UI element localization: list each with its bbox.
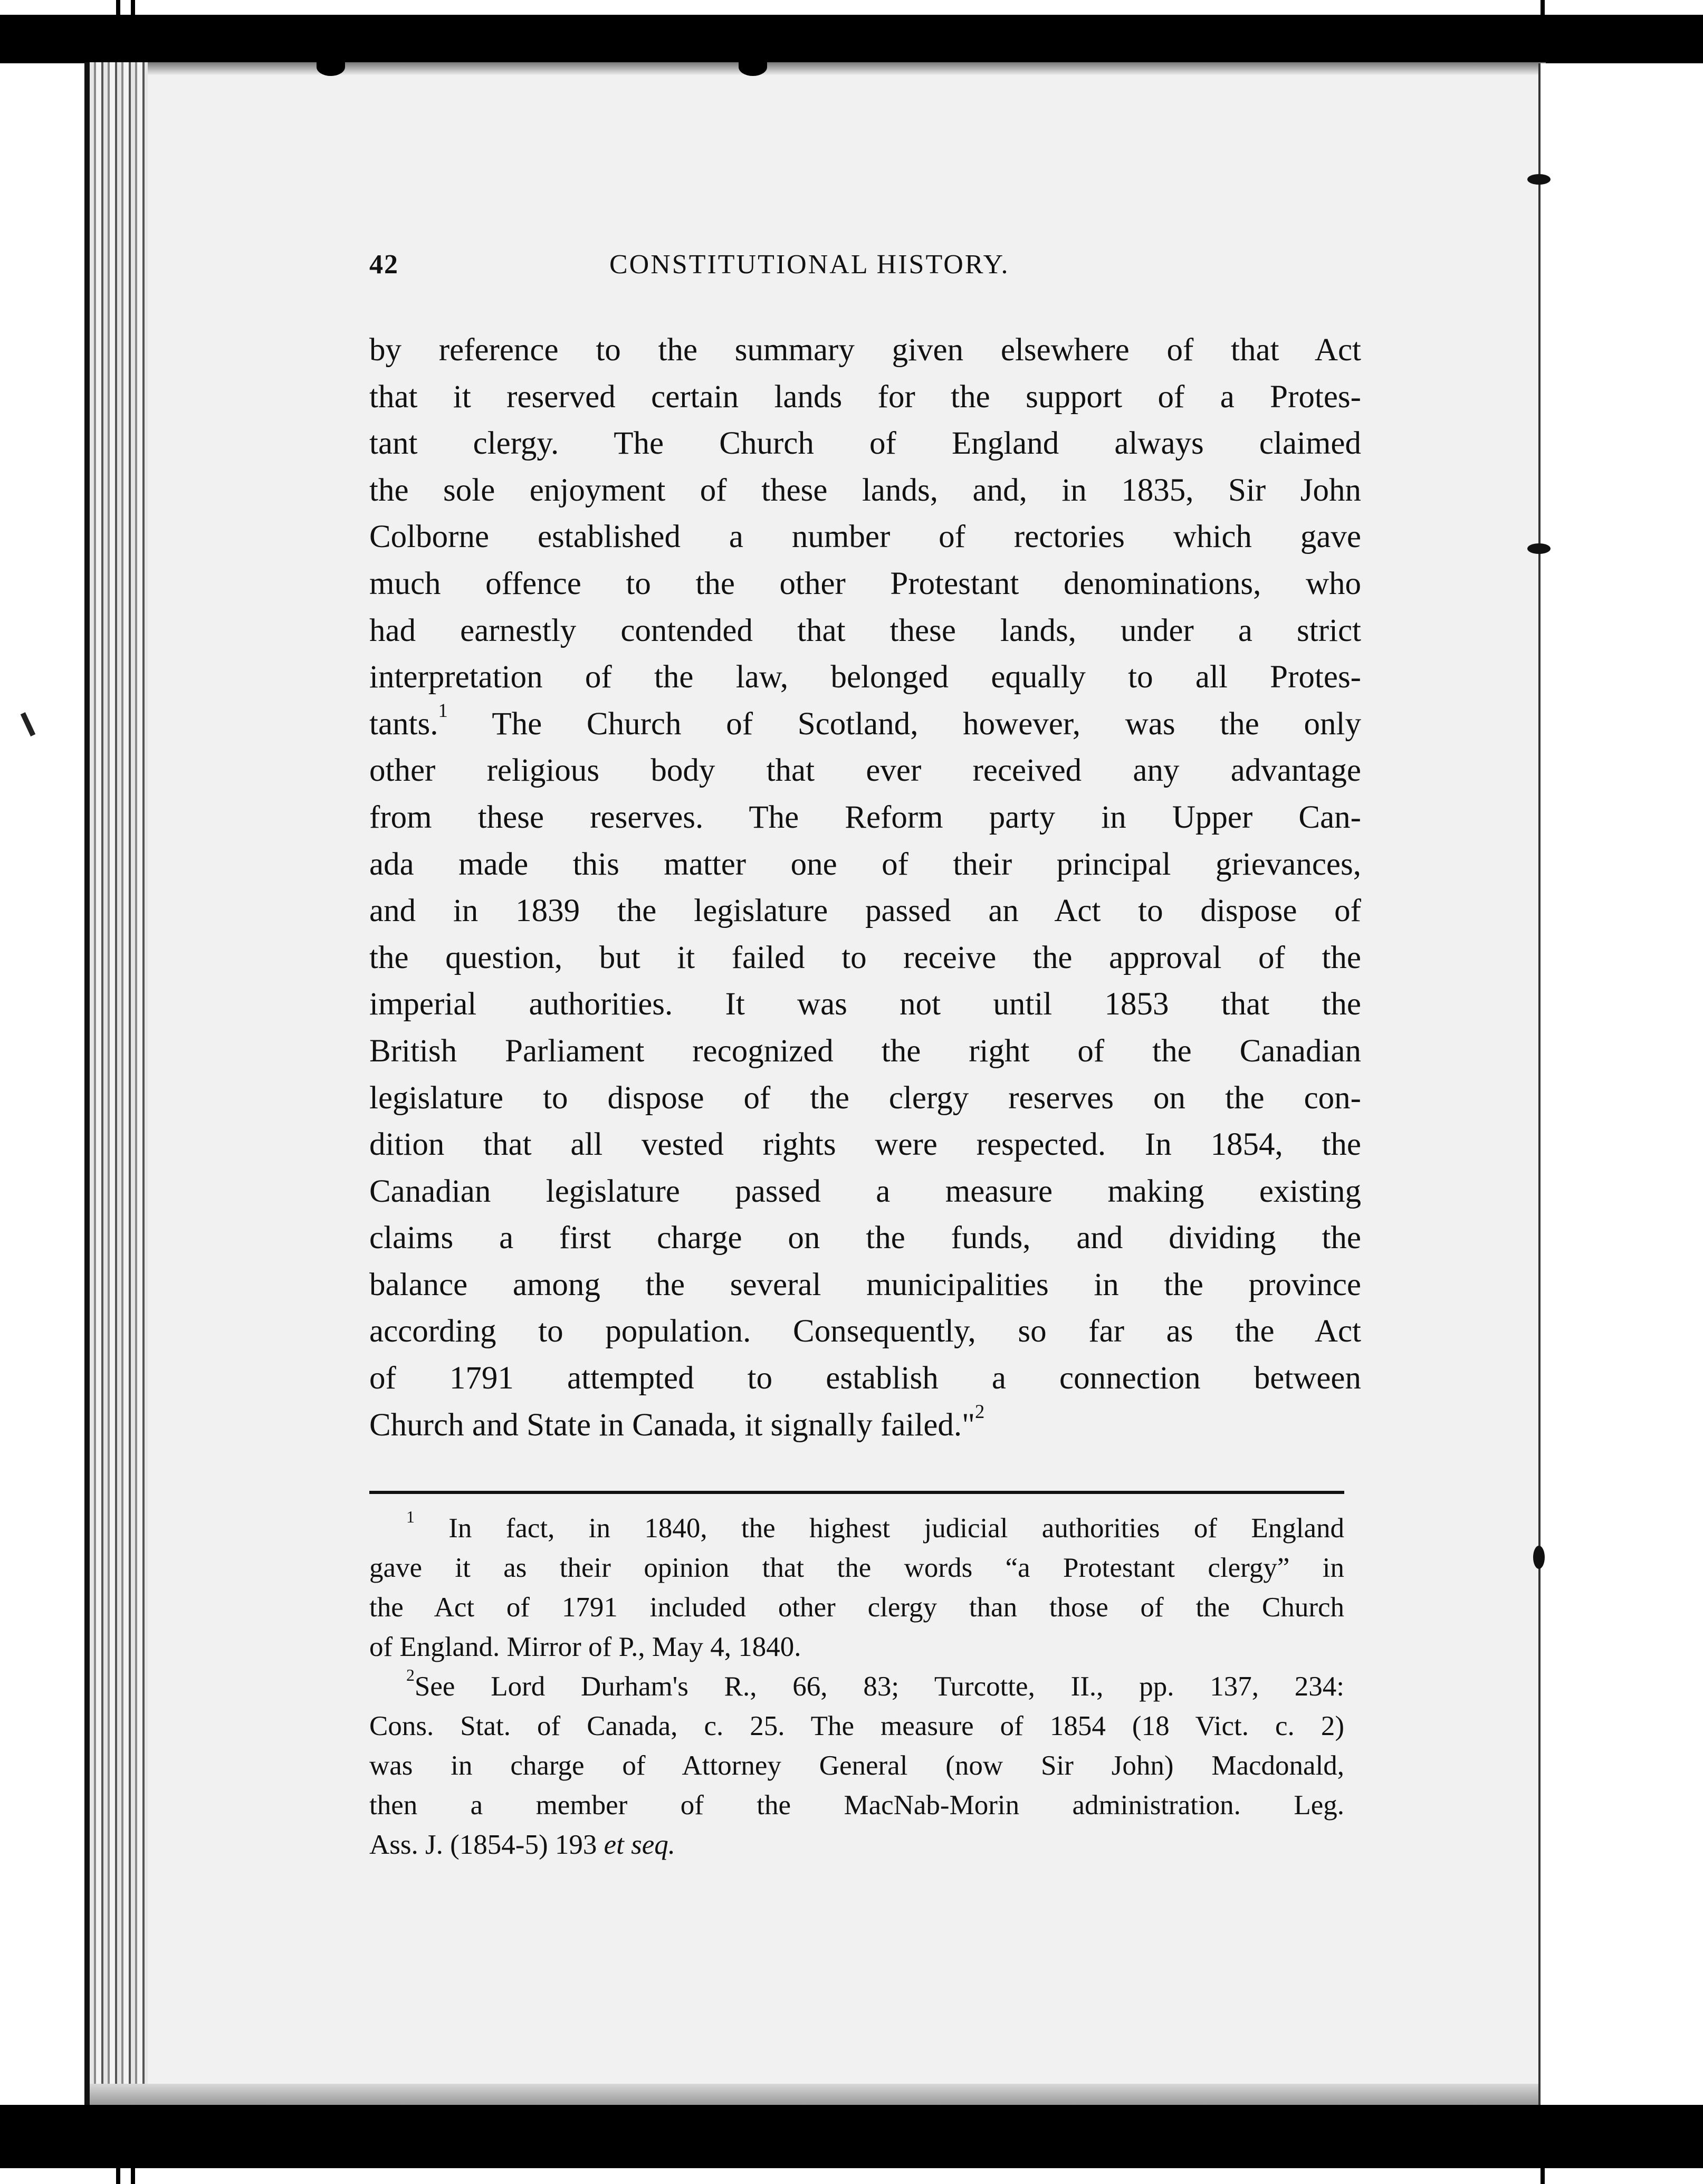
footnote-ref-1: 1	[438, 699, 448, 721]
gutter-rule	[1538, 63, 1541, 2105]
text-line: that it reserved certain lands for the support of a Protes-	[369, 379, 1361, 415]
page-edges	[90, 62, 148, 2105]
text-fragment: tants.	[369, 706, 438, 742]
page-clip-mark	[739, 58, 767, 76]
footnote-2-line	[369, 1667, 1344, 1707]
footnote-marker-1: 1	[406, 1508, 415, 1526]
text-line: interpretation of the law, belonged equally to all Protes-	[369, 659, 1361, 695]
text-fragment: Ass. J. (1854-5) 193	[369, 1829, 604, 1860]
footnote-1-line: gave it as their opinion that the words “a Protestant clergy” in	[369, 1553, 1344, 1583]
text-fragment-italic: et seq.	[604, 1829, 676, 1860]
text-line: claims a first charge on the funds, and dividing the	[369, 1220, 1361, 1256]
left-margin	[0, 63, 84, 2105]
text-line: tant clergy. The Church of England always claimed	[369, 426, 1361, 462]
text-fragment: See Lord Durham's R., 66, 83; Turcotte, II., pp. 137, 234:	[414, 1671, 1344, 1702]
scan-speck	[1533, 1546, 1545, 1569]
text-line: balance among the several municipalities in the province	[369, 1267, 1361, 1302]
text-line: legislature to dispose of the clergy reserves on the con-	[369, 1080, 1361, 1116]
footnote-rule	[369, 1491, 1344, 1494]
text-fragment: Church and State in Canada, it signally failed."	[369, 1407, 975, 1443]
film-tick	[116, 2168, 120, 2184]
film-tick	[131, 0, 135, 15]
scan-speck	[21, 712, 36, 736]
footnote-2-line	[369, 1825, 1344, 1865]
footnote-2-line: was in charge of Attorney General (now Sir John) Macdonald,	[369, 1750, 1344, 1781]
scan-speck	[1527, 543, 1551, 554]
footnote-1-line: of England. Mirror of P., May 4, 1840.	[369, 1632, 801, 1662]
page-clip-mark	[317, 58, 345, 76]
footnote-2-line: Cons. Stat. of Canada, c. 25. The measure of 1854 (18 Vict. c. 2)	[369, 1711, 1344, 1741]
film-bottom-border	[0, 2105, 1703, 2168]
footnote-ref-2: 2	[975, 1400, 985, 1422]
page-top-shadow	[90, 62, 1546, 75]
body-paragraph	[369, 327, 1361, 1449]
scan-speck	[1527, 174, 1551, 185]
footnote-marker-2: 2	[406, 1666, 415, 1684]
text-fragment: The Church of Scotland, however, was the only	[447, 706, 1361, 742]
text-line: imperial authorities. It was not until 1853 that the	[369, 986, 1361, 1022]
footnote-2-line: then a member of the MacNab-Morin administration. Leg.	[369, 1790, 1344, 1821]
running-header	[369, 249, 1361, 291]
text-line: from these reserves. The Reform party in Upper Can-	[369, 799, 1361, 835]
text-line: British Parliament recognized the right of the Canadian	[369, 1033, 1361, 1069]
film-tick	[116, 0, 120, 15]
text-line: of 1791 attempted to establish a connection between	[369, 1361, 1361, 1396]
film-top-border	[0, 15, 1703, 63]
text-fragment: In fact, in 1840, the highest judicial authorities of England	[414, 1513, 1344, 1544]
text-line: according to population. Consequently, so far as the Act	[369, 1314, 1361, 1349]
footnote-1-line	[369, 1509, 1344, 1548]
text-line	[369, 701, 1361, 748]
text-line: Canadian legislature passed a measure making existing	[369, 1173, 1361, 1209]
text-line: by reference to the summary given elsewhere of that Act	[369, 332, 1361, 368]
page-number: 42	[369, 250, 399, 280]
text-line: had earnestly contended that these lands, under a strict	[369, 612, 1361, 648]
film-tick	[131, 2168, 135, 2184]
film-tick	[1541, 2168, 1545, 2184]
text-line: and in 1839 the legislature passed an Act to dispose of	[369, 893, 1361, 929]
text-line: dition that all vested rights were respected. In 1854, the	[369, 1127, 1361, 1163]
film-tick	[1541, 0, 1545, 15]
text-line	[369, 1402, 1361, 1449]
right-margin	[1541, 63, 1703, 2105]
text-line: much offence to the other Protestant denominations, who	[369, 566, 1361, 601]
text-line: Colborne established a number of rectories which gave	[369, 519, 1361, 555]
page-bottom-shadow	[90, 2084, 1546, 2105]
footnote-1-line: the Act of 1791 included other clergy than those of the Church	[369, 1592, 1344, 1623]
footnotes	[369, 1509, 1344, 1865]
text-line: ada made this matter one of their principal grievances,	[369, 846, 1361, 882]
text-line: the sole enjoyment of these lands, and, in 1835, Sir John	[369, 472, 1361, 508]
text-line: the question, but it failed to receive the approval of the	[369, 940, 1361, 975]
text-line: other religious body that ever received any advantage	[369, 753, 1361, 789]
running-title: CONSTITUTIONAL HISTORY.	[609, 250, 1010, 280]
film-bottom-strip	[0, 2168, 1703, 2184]
